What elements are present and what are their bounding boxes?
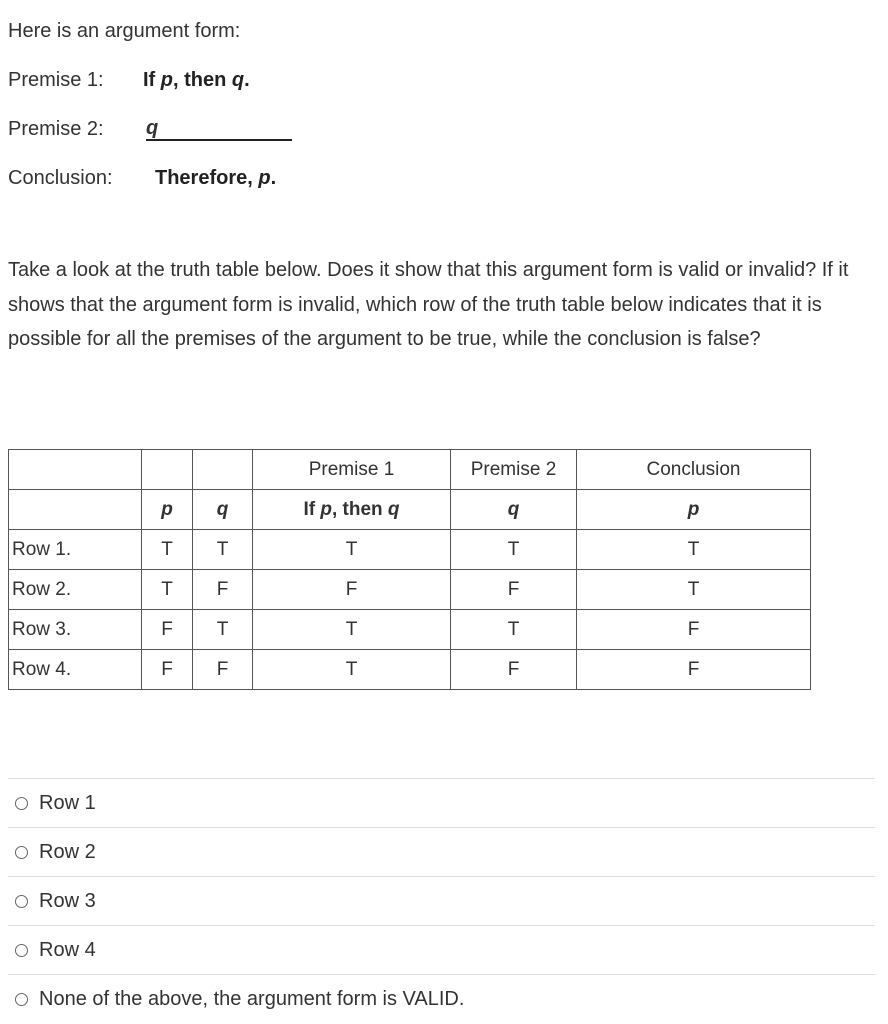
row-label: Row 2. bbox=[9, 570, 142, 610]
cell-conclusion: F bbox=[577, 650, 811, 690]
header-empty-cell bbox=[9, 490, 142, 530]
table-row bbox=[9, 650, 811, 690]
row-label: Row 3. bbox=[9, 610, 142, 650]
cell-conclusion: F bbox=[577, 610, 811, 650]
option-valid[interactable] bbox=[8, 974, 875, 1023]
premise2-text: q bbox=[146, 118, 292, 141]
table-row bbox=[9, 530, 811, 570]
group-header-premise1: Premise 1 bbox=[253, 450, 451, 490]
option-row-2[interactable] bbox=[8, 827, 875, 876]
option-row-1[interactable] bbox=[8, 778, 875, 827]
cell-premise2: F bbox=[451, 570, 577, 610]
header-conclusion: p bbox=[577, 490, 811, 530]
cell-p: F bbox=[142, 610, 193, 650]
header-premise2: q bbox=[451, 490, 577, 530]
premise2-label: Premise 2: bbox=[8, 118, 104, 140]
answer-options bbox=[8, 778, 875, 1023]
cell-premise2: T bbox=[451, 530, 577, 570]
group-header-premise2: Premise 2 bbox=[451, 450, 577, 490]
cell-premise1: T bbox=[253, 610, 451, 650]
radio-button[interactable] bbox=[15, 846, 28, 859]
radio-button[interactable] bbox=[15, 895, 28, 908]
option-label[interactable]: Row 1 bbox=[39, 791, 96, 814]
cell-q: T bbox=[193, 530, 253, 570]
option-label[interactable]: Row 2 bbox=[39, 840, 96, 863]
table-row bbox=[9, 570, 811, 610]
option-label[interactable]: Row 3 bbox=[39, 889, 96, 912]
header-premise1: If p, then q bbox=[253, 490, 451, 530]
header-p: p bbox=[142, 490, 193, 530]
cell-premise2: T bbox=[451, 610, 577, 650]
group-header-cell bbox=[9, 450, 142, 490]
cell-q: F bbox=[193, 570, 253, 610]
cell-q: F bbox=[193, 650, 253, 690]
premise1-label: Premise 1: bbox=[8, 69, 104, 91]
table-row bbox=[9, 610, 811, 650]
option-label[interactable]: None of the above, the argument form is VALID. bbox=[39, 987, 465, 1010]
cell-q: T bbox=[193, 610, 253, 650]
cell-premise1: F bbox=[253, 570, 451, 610]
cell-premise1: T bbox=[253, 530, 451, 570]
cell-conclusion: T bbox=[577, 530, 811, 570]
question-text: Take a look at the truth table below. Does it show that this argument form is valid or invalid? If it shows that the argument form is invalid, which row of the truth table below indicates that it is possible for all the premises of the argument to be true, while the conclusion is false? bbox=[8, 259, 849, 350]
table-group-header-row bbox=[9, 450, 811, 490]
radio-button[interactable] bbox=[15, 797, 28, 810]
group-header-conclusion: Conclusion bbox=[577, 450, 811, 490]
cell-p: T bbox=[142, 570, 193, 610]
intro-text: Here is an argument form: bbox=[8, 20, 241, 42]
table-header-row bbox=[9, 490, 811, 530]
group-header-cell bbox=[142, 450, 193, 490]
group-header-cell bbox=[193, 450, 253, 490]
cell-premise1: T bbox=[253, 650, 451, 690]
radio-button[interactable] bbox=[15, 944, 28, 957]
cell-p: F bbox=[142, 650, 193, 690]
radio-button[interactable] bbox=[15, 993, 28, 1006]
option-row-4[interactable] bbox=[8, 925, 875, 974]
conclusion-label: Conclusion: bbox=[8, 167, 113, 189]
cell-conclusion: T bbox=[577, 570, 811, 610]
conclusion-text: Therefore, p. bbox=[155, 167, 277, 189]
premise1-text: If p, then q. bbox=[143, 69, 250, 91]
header-q: q bbox=[193, 490, 253, 530]
cell-p: T bbox=[142, 530, 193, 570]
row-label: Row 1. bbox=[9, 530, 142, 570]
option-label[interactable]: Row 4 bbox=[39, 938, 96, 961]
cell-premise2: F bbox=[451, 650, 577, 690]
row-label: Row 4. bbox=[9, 650, 142, 690]
option-row-3[interactable] bbox=[8, 876, 875, 925]
truth-table bbox=[8, 449, 811, 690]
